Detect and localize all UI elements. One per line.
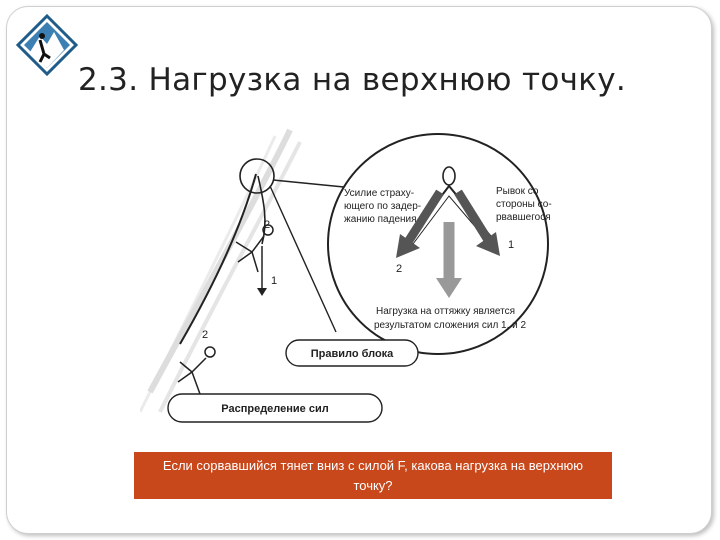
block-rule-pill-label: Правило блока	[310, 348, 394, 360]
small-label-1: 1	[271, 275, 278, 287]
small-label-2-top: 2	[264, 219, 271, 231]
question-text: Если сорвавшийся тянет вниз с силой F, какова нагрузка на верхнюю точку?	[162, 457, 584, 493]
belayer-force-line-1: Усилие страху-	[344, 188, 415, 199]
belayer-force-line-2: ющего по задер-	[344, 201, 422, 212]
force-diagram	[140, 112, 580, 432]
slide-title: 2.3. Нагрузка на верхнюю точку.	[78, 62, 627, 98]
club-logo	[16, 14, 78, 76]
sum-label-line-2: результатом сложения сил 1. и 2	[374, 320, 527, 331]
arrow-label-1: 1	[508, 239, 515, 251]
force-distribution-pill-label: Распределение сил	[221, 403, 329, 415]
jerk-label-line-1: Рывок со	[496, 186, 539, 197]
arrow-label-2: 2	[396, 263, 403, 275]
belayer-force-line-3: жанию падения	[344, 214, 417, 225]
small-label-2-bottom: 2	[202, 329, 209, 341]
jerk-label-line-2: стороны со-	[496, 199, 552, 210]
question-caption	[134, 452, 612, 499]
sum-label-line-1: Нагрузка на оттяжку является	[376, 306, 515, 317]
belayer-figure	[178, 347, 215, 394]
jerk-label-line-3: рвавшегося	[496, 212, 551, 223]
